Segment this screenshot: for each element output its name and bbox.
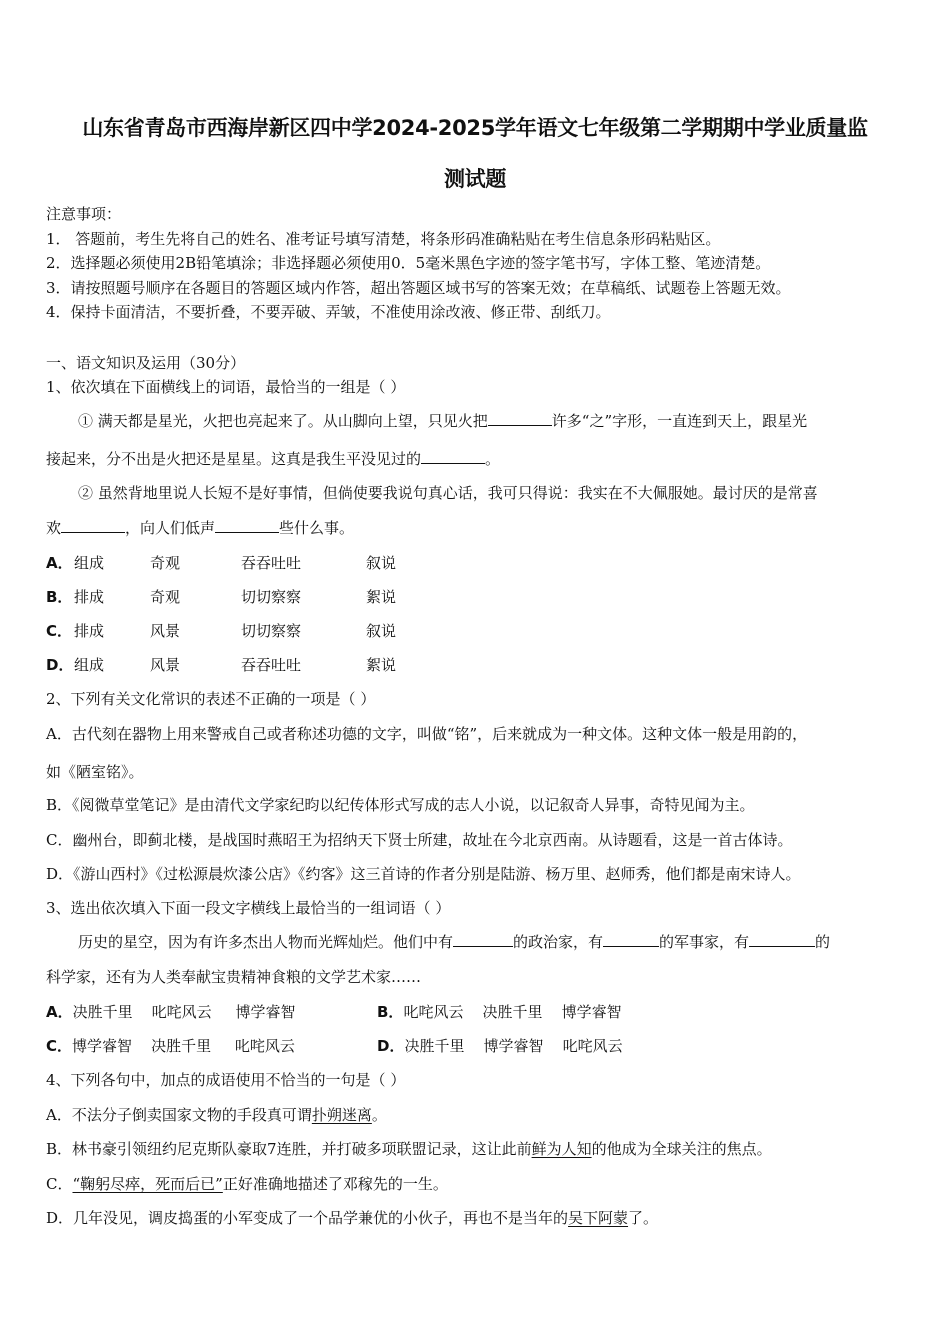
question-3-option-a[interactable]: [46, 1001, 296, 1022]
notice-item: 1． 答题前，考生先将自己的姓名、准考证号填写清楚，将条形码准确粘贴在考生信息条形码粘贴区。: [46, 230, 721, 248]
fill-blank: [215, 520, 279, 533]
dotted-idiom: “鞠躬尽瘁，死而后已”: [72, 1175, 223, 1193]
option-text: 了。: [628, 1209, 659, 1227]
notice-item: 3．请按照题号顺序在各题目的答题区域内作答，超出答题区域书写的答案无效；在草稿纸、试题卷上答题无效。: [46, 279, 791, 297]
question-4-stem: 4、下列各句中，加点的成语使用不恰当的一句是（ ）: [46, 1071, 406, 1089]
option-word: 吞吞吐吐: [241, 554, 302, 572]
notice-item: 2．选择题必须使用2B铅笔填涂；非选择题必须使用0．5毫米黑色字迹的签字笔书写，字体工整、笔迹清楚。: [46, 254, 771, 272]
question-4-option-d[interactable]: [46, 1207, 658, 1228]
fill-blank: [488, 413, 552, 426]
page-title: 山东省青岛市西海岸新区四中学2024-2025学年语文七年级第二学期期中学业质量监: [82, 116, 868, 140]
passage-text: 些什么事。: [279, 519, 355, 537]
passage-text: ，向人们低声: [125, 519, 216, 537]
question-2-option-a-cont: 如《陋室铭》。: [46, 763, 144, 781]
fill-blank: [603, 934, 659, 947]
option-word: 切切察察: [241, 622, 302, 640]
option-word: 吞吞吐吐: [241, 656, 302, 674]
option-text: C．: [46, 1175, 73, 1193]
option-label: D．: [377, 1037, 405, 1055]
option-text: 博学睿智 决胜千里 叱咤风云: [72, 1037, 295, 1055]
fill-blank: [61, 520, 125, 533]
option-text: 叱咤风云 决胜千里 博学睿智: [403, 1003, 622, 1021]
option-label: B．: [46, 588, 73, 606]
passage-text: 的军事家，有: [659, 933, 750, 951]
option-text: 。: [371, 1106, 387, 1124]
option-word: 絮说: [366, 656, 397, 674]
passage-text: 。: [485, 450, 501, 468]
option-word: 风景: [150, 656, 181, 674]
option-label: B．: [377, 1003, 404, 1021]
question-1-passage-1: [78, 410, 807, 431]
question-3-option-b[interactable]: [377, 1001, 622, 1022]
notice-heading: 注意事项：: [46, 205, 122, 223]
option-label: C．: [46, 622, 73, 640]
question-2-option-d[interactable]: D．《游山西村》《过松源晨炊漆公店》《约客》这三首诗的作者分别是陆游、杨万里、赵师秀，他们都是南宋诗人。: [46, 865, 801, 883]
question-3-passage: [78, 931, 830, 952]
question-1-stem: 1、依次填在下面横线上的词语，最恰当的一组是（ ）: [46, 378, 406, 396]
question-2-option-a[interactable]: A．古代刻在器物上用来警戒自己或者称述功德的文字，叫做“铭”，后来就成为一种文体。这种文体一般是用韵的，: [46, 725, 808, 743]
option-word: 切切察察: [241, 588, 302, 606]
question-4-option-a[interactable]: [46, 1104, 387, 1125]
option-label: A．: [46, 1003, 73, 1021]
option-text: 的他成为全球关注的焦点。: [591, 1140, 772, 1158]
option-word: 组成: [74, 554, 105, 572]
option-word: 排成: [74, 588, 105, 606]
passage-text: 的: [815, 933, 831, 951]
question-2-option-b[interactable]: B．《阅微草堂笔记》是由清代文学家纪昀以纪传体形式写成的志人小说，以记叙奇人异事，奇特见闻为主。: [46, 796, 755, 814]
option-label: C．: [46, 1037, 73, 1055]
option-word: 叙说: [366, 554, 397, 572]
question-3-stem: 3、选出依次填入下面一段文字横线上最恰当的一组词语（ ）: [46, 899, 451, 917]
fill-blank: [453, 934, 513, 947]
passage-text: ① 满天都是星光，火把也亮起来了。从山脚向上望，只见火把: [78, 412, 488, 430]
option-word: 絮说: [366, 588, 397, 606]
question-2-option-c[interactable]: C．幽州台，即蓟北楼，是战国时燕昭王为招纳天下贤士所建，故址在今北京西南。从诗题看，这是一首古体诗。: [46, 831, 793, 849]
passage-text: 接起来，分不出是火把还是星星。这真是我生平没见过的: [46, 450, 422, 468]
option-label: A．: [46, 554, 73, 572]
notice-item: 4．保持卡面清洁，不要折叠，不要弄破、弄皱，不准使用涂改液、修正带、刮纸刀。: [46, 303, 611, 321]
question-3-passage-cont: 科学家，还有为人类奉献宝贵精神食粮的文学艺术家……: [46, 968, 422, 986]
passage-text: 的政治家，有: [513, 933, 604, 951]
question-2-stem: 2、下列有关文化常识的表述不正确的一项是（ ）: [46, 690, 376, 708]
question-3-option-c[interactable]: [46, 1035, 295, 1056]
option-text: 正好准确地描述了邓稼先的一生。: [222, 1175, 448, 1193]
question-4-option-c[interactable]: [46, 1173, 448, 1194]
page-title-continued: 测试题: [443, 167, 507, 191]
passage-text: 历史的星空，因为有许多杰出人物而光辉灿烂。他们中有: [78, 933, 454, 951]
option-word: 奇观: [150, 554, 181, 572]
option-text: 决胜千里 叱咤风云 博学睿智: [72, 1003, 296, 1021]
option-word: 叙说: [366, 622, 397, 640]
passage-text: 欢: [46, 519, 62, 537]
option-text: 决胜千里 博学睿智 叱咤风云: [404, 1037, 623, 1055]
passage-text: 许多“之”字形，一直连到天上，跟星光: [551, 412, 808, 430]
fill-blank: [749, 934, 815, 947]
question-4-option-b[interactable]: [46, 1138, 772, 1159]
fill-blank: [421, 451, 485, 464]
dotted-idiom: 鲜为人知: [531, 1140, 592, 1158]
option-text: B．林书豪引领纽约尼克斯队豪取7连胜，并打破多项联盟记录，这让此前: [46, 1140, 532, 1158]
question-1-passage-2: ② 虽然背地里说人长短不是好事情，但倘使要我说句真心话，我可只得说：我实在不大佩服她。最讨厌的是常喜: [78, 484, 818, 502]
option-word: 排成: [74, 622, 105, 640]
dotted-idiom: 吴下阿蒙: [568, 1209, 629, 1227]
question-1-passage-2-cont: [46, 517, 354, 538]
option-text: A．不法分子倒卖国家文物的手段真可谓: [46, 1106, 312, 1124]
option-label: D．: [46, 656, 74, 674]
dotted-idiom: 扑朔迷离: [311, 1106, 372, 1124]
option-text: D．几年没见，调皮捣蛋的小军变成了一个品学兼优的小伙子，再也不是当年的: [46, 1209, 569, 1227]
option-word: 奇观: [150, 588, 181, 606]
question-3-option-d[interactable]: [377, 1035, 623, 1056]
option-word: 组成: [74, 656, 105, 674]
option-word: 风景: [150, 622, 181, 640]
section-heading: 一、语文知识及运用（30分）: [46, 354, 246, 372]
question-1-passage-1-cont: [46, 448, 500, 469]
